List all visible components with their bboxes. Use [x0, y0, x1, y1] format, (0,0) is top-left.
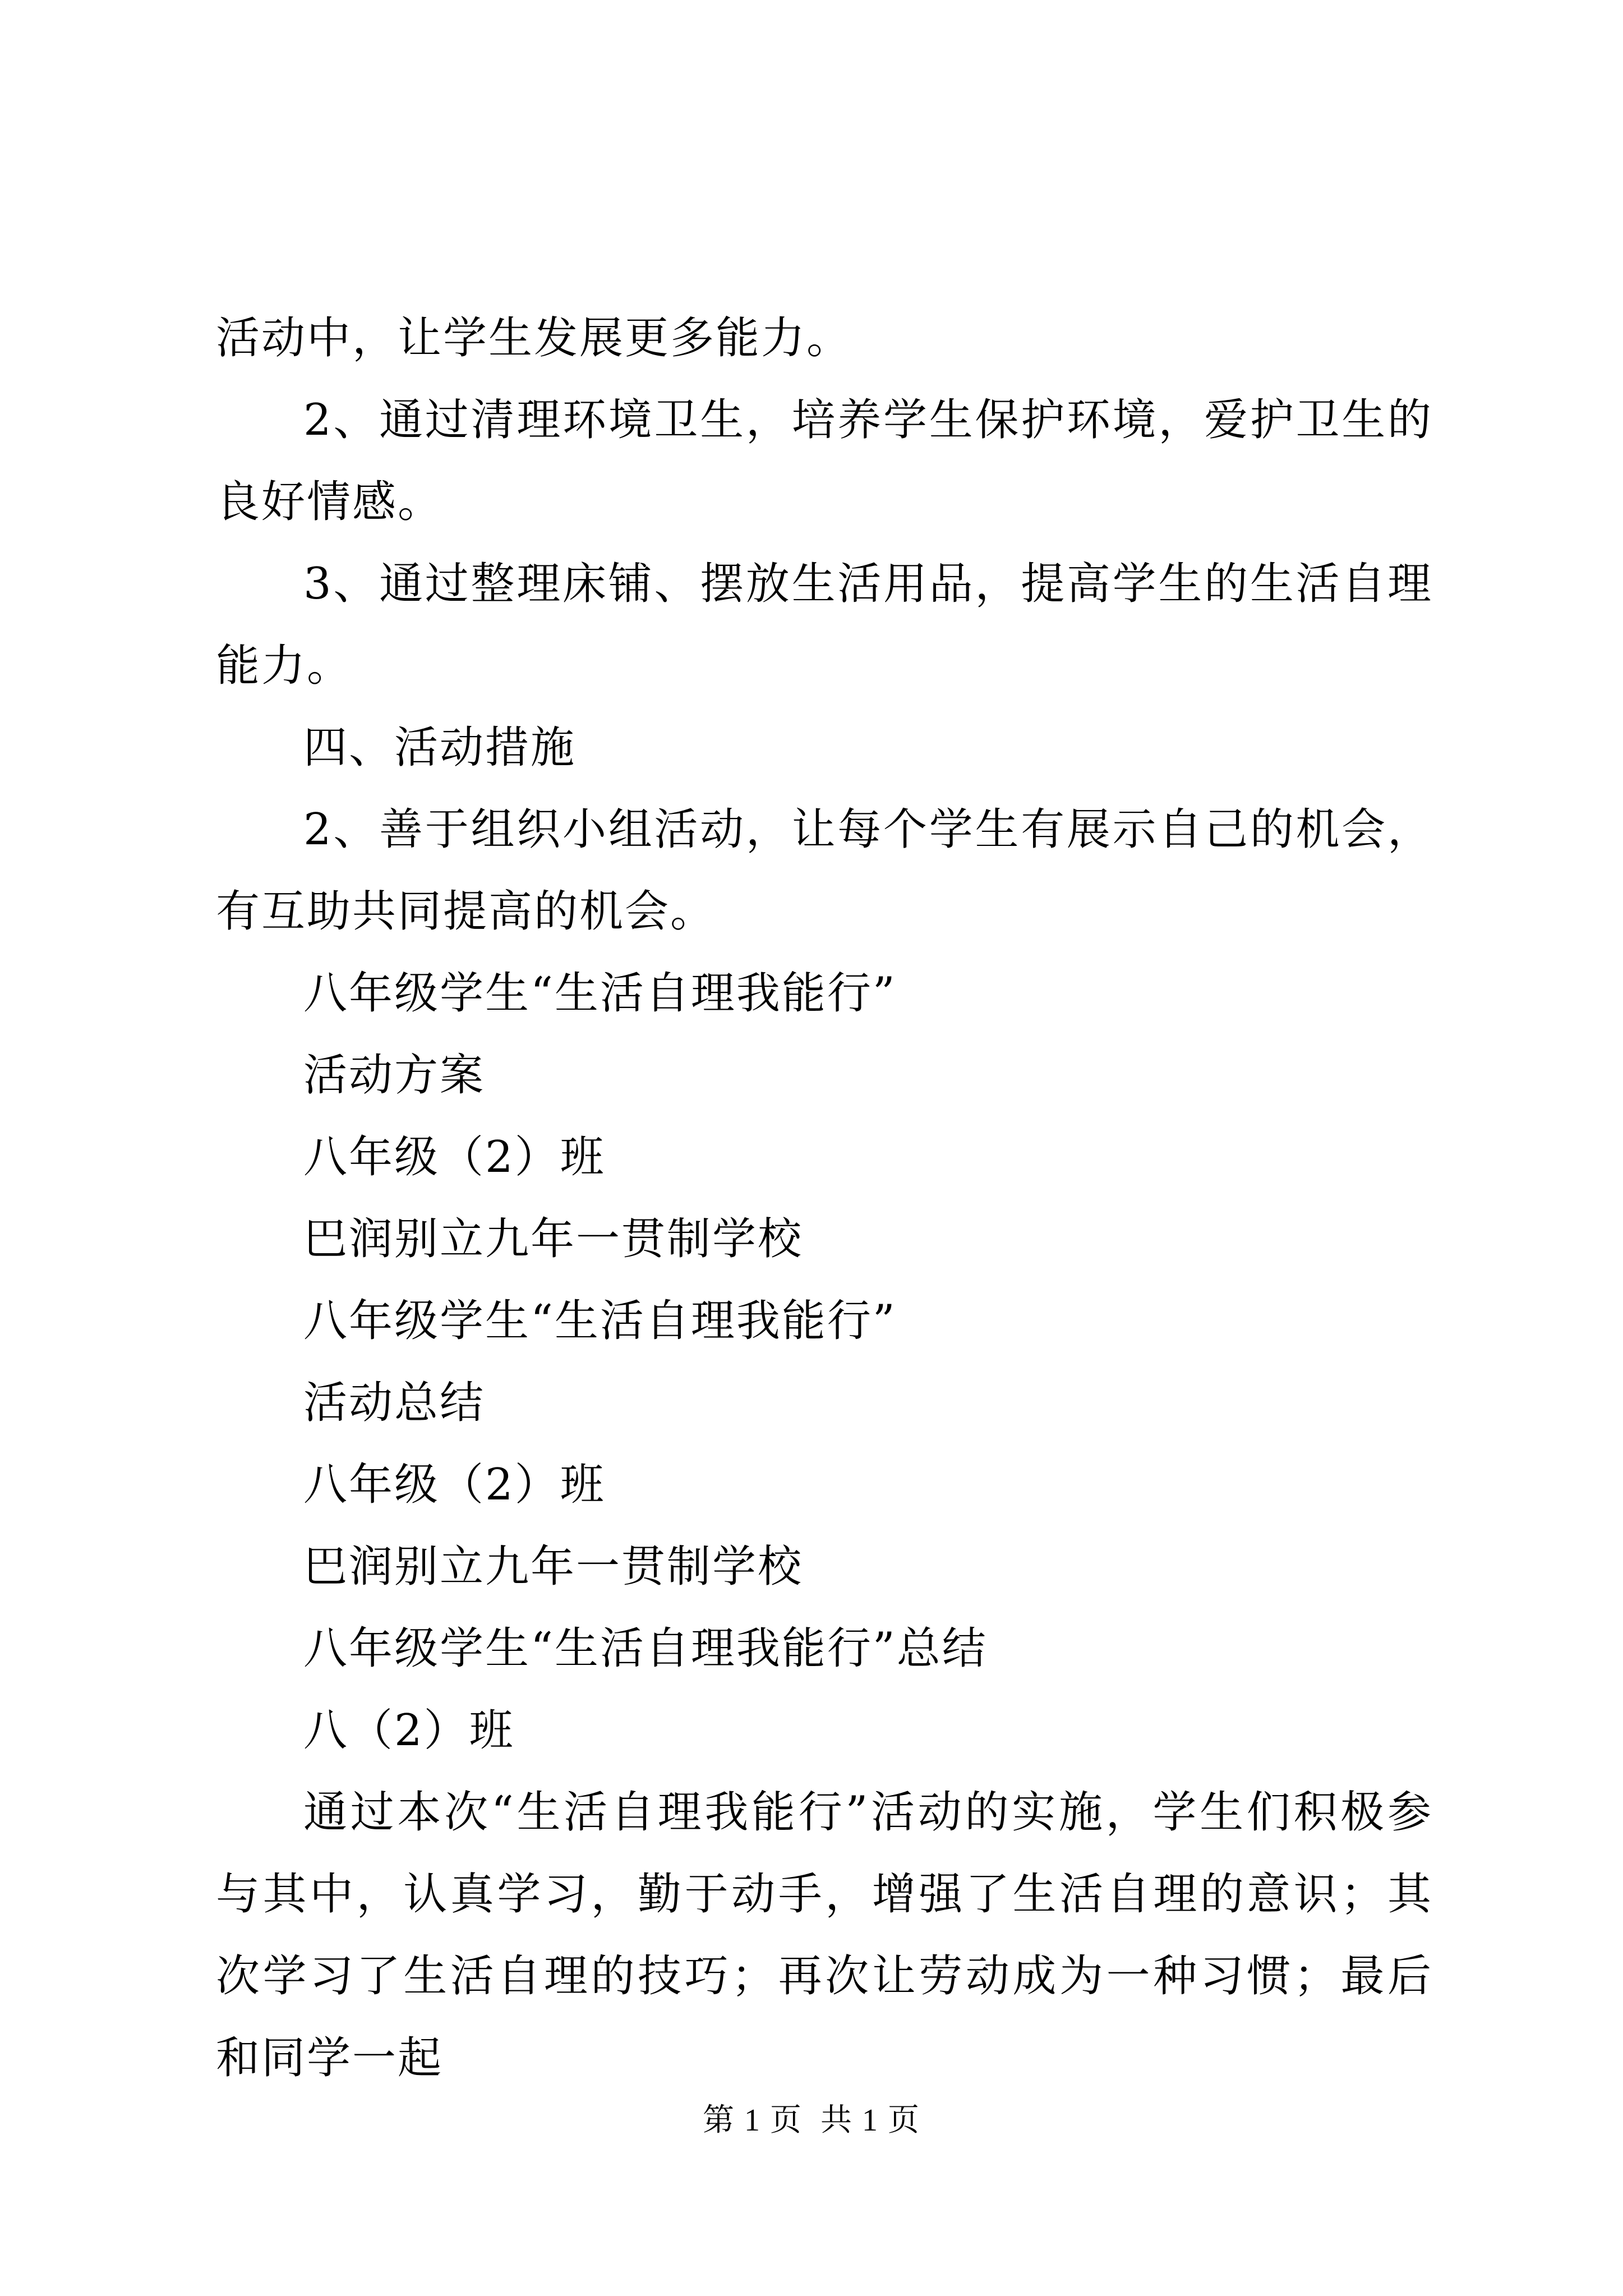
summary-title-line: 八年级学生“生活自理我能行”	[303, 1296, 897, 1346]
paragraph-2: 2、通过清理环境卫生，培养学生保护环境，爱护卫生的良好情感。	[216, 395, 1433, 527]
summary-class: 八年级（2）班	[303, 1460, 606, 1510]
paragraph-1: 活动中，让学生发展更多能力。	[216, 313, 852, 364]
summary-class-short: 八（2）班	[303, 1705, 515, 1756]
plan-class: 八年级（2）班	[303, 1132, 606, 1182]
summary-school: 巴润别立九年一贯制学校	[303, 1542, 804, 1592]
summary-heading: 八年级学生“生活自理我能行”总结	[303, 1623, 988, 1674]
summary-subtitle: 活动总结	[303, 1378, 486, 1428]
plan-title-line: 八年级学生“生活自理我能行”	[303, 968, 897, 1019]
plan-subtitle: 活动方案	[303, 1050, 486, 1101]
paragraph-3: 3、通过整理床铺、摆放生活用品，提高学生的生活自理能力。	[216, 559, 1433, 691]
plan-school: 巴润别立九年一贯制学校	[303, 1214, 804, 1264]
section-heading-measures: 四、活动措施	[303, 723, 577, 773]
summary-body-paragraph: 通过本次“生活自理我能行”活动的实施，学生们积极参与其中，认真学习，勤于动手，增强了生活自理的意识；其次学习了生活自理的技巧；再次让劳动成为一种习惯；最后和同学一起	[216, 1787, 1433, 2083]
paragraph-5: 2、善于组织小组活动，让每个学生有展示自己的机会，有互助共同提高的机会。	[216, 804, 1433, 937]
document-body	[216, 297, 1433, 2099]
page-number-label: 第 1 页 共 1 页	[703, 2103, 920, 2138]
page-footer	[0, 2098, 1623, 2143]
